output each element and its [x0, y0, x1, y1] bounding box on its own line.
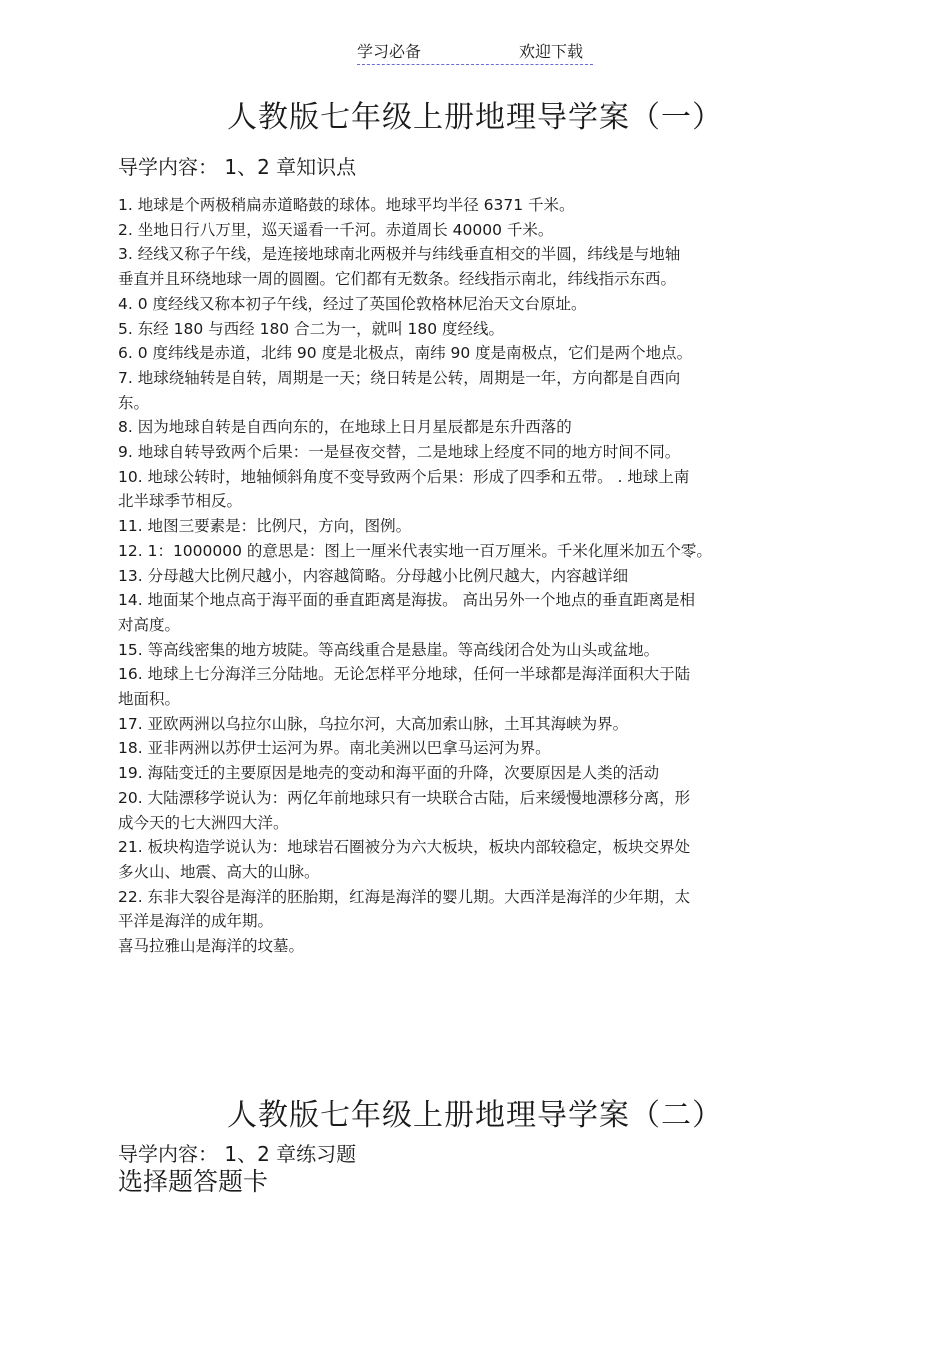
list-item: 15. 等高线密集的地方坡陡。等高线重合是悬崖。等高线闭合处为山头或盆地。 [118, 640, 660, 659]
section2-title: 人教版七年级上册地理导学案（二） [227, 1098, 723, 1133]
list-item: 9. 地球自转导致两个后果：一是昼夜交替，二是地球上经度不同的地方时间不同。 [118, 443, 681, 462]
page-header [357, 40, 593, 65]
list-item: 21. 板块构造学说认为：地球岩石圈被分为六大板块，板块内部较稳定，板块交界处 多火山、地震、高大的山脉。 [118, 838, 691, 881]
answer-card-title: 选择题答题卡 [118, 1167, 269, 1196]
list-item: 12. 1：1000000 的意思是：图上一厘米代表实地一百万厘米。千米化厘米加五个零。 [118, 541, 712, 560]
list-item: 18. 亚非两洲以苏伊士运河为界。南北美洲以巴拿马运河为界。 [118, 739, 551, 758]
knowledge-list [118, 193, 828, 959]
header-left-text: 学习必备 [357, 42, 422, 61]
list-item: 3. 经线又称子午线，是连接地球南北两极并与纬线垂直相交的半圆，纬线是与地轴 垂直并且环绕地球一周的圆圈。它们都有无数条。经线指示南北，纬线指示东西。 [118, 245, 681, 289]
list-item: 6. 0 度纬线是赤道，北纬 90 度是北极点，南纬 90 度是南极点，它们是两个地点。 [118, 344, 693, 363]
section1-subtitle: 导学内容： 1、2 章知识点 [118, 155, 357, 179]
list-item: 19. 海陆变迁的主要原因是地壳的变动和海平面的升降，次要原因是人类的活动 [118, 764, 660, 783]
header-right-text: 欢迎下载 [519, 42, 584, 61]
list-item: 7. 地球绕轴转是自转，周期是一天；绕日转是公转，周期是一年，方向都是自西向 东。 [118, 368, 681, 412]
list-item: 20. 大陆漂移学说认为：两亿年前地球只有一块联合古陆，后来缓慢地漂移分离，形 成今天的七大洲四大洋。 [118, 788, 691, 832]
list-item: 16. 地球上七分海洋三分陆地。无论怎样平分地球，任何一半球都是海洋面积大于陆 地面积。 [118, 665, 691, 709]
list-item: 22. 东非大裂谷是海洋的胚胎期，红海是海洋的婴儿期。大西洋是海洋的少年期，太 平洋是海洋的成年期。 [118, 887, 691, 931]
list-item: 10. 地球公转时，地轴倾斜角度不变导致两个后果：形成了四季和五带。 . 地球上南 北半球季节相反。 [118, 467, 690, 511]
list-item: 4. 0 度经线又称本初子午线，经过了英国伦敦格林尼治天文台原址。 [118, 294, 587, 313]
section1-title: 人教版七年级上册地理导学案（一） [227, 100, 723, 135]
list-item: 13. 分母越大比例尺越小，内容越简略。分母越小比例尺越大，内容越详细 [118, 566, 629, 585]
list-item: 1. 地球是个两极稍扁赤道略鼓的球体。地球平均半径 6371 千米。 [118, 196, 575, 214]
list-item: 11. 地图三要素是：比例尺，方向，图例。 [118, 517, 412, 536]
section2-subtitle: 导学内容： 1、2 章练习题 [118, 1142, 357, 1166]
list-item: 喜马拉雅山是海洋的坟墓。 [118, 937, 305, 956]
list-item: 17. 亚欧两洲以乌拉尔山脉，乌拉尔河，大高加索山脉，土耳其海峡为界。 [118, 714, 629, 733]
list-item: 2. 坐地日行八万里，巡天遥看一千河。赤道周长 40000 千米。 [118, 220, 554, 239]
list-item: 8. 因为地球自转是自西向东的，在地球上日月星辰都是东升西落的 [118, 418, 572, 437]
list-item: 5. 东经 180 与西经 180 合二为一，就叫 180 度经线。 [118, 319, 505, 338]
list-item: 14. 地面某个地点高于海平面的垂直距离是海拔。 高出另外一个地点的垂直距离是相 对高度。 [118, 591, 696, 634]
